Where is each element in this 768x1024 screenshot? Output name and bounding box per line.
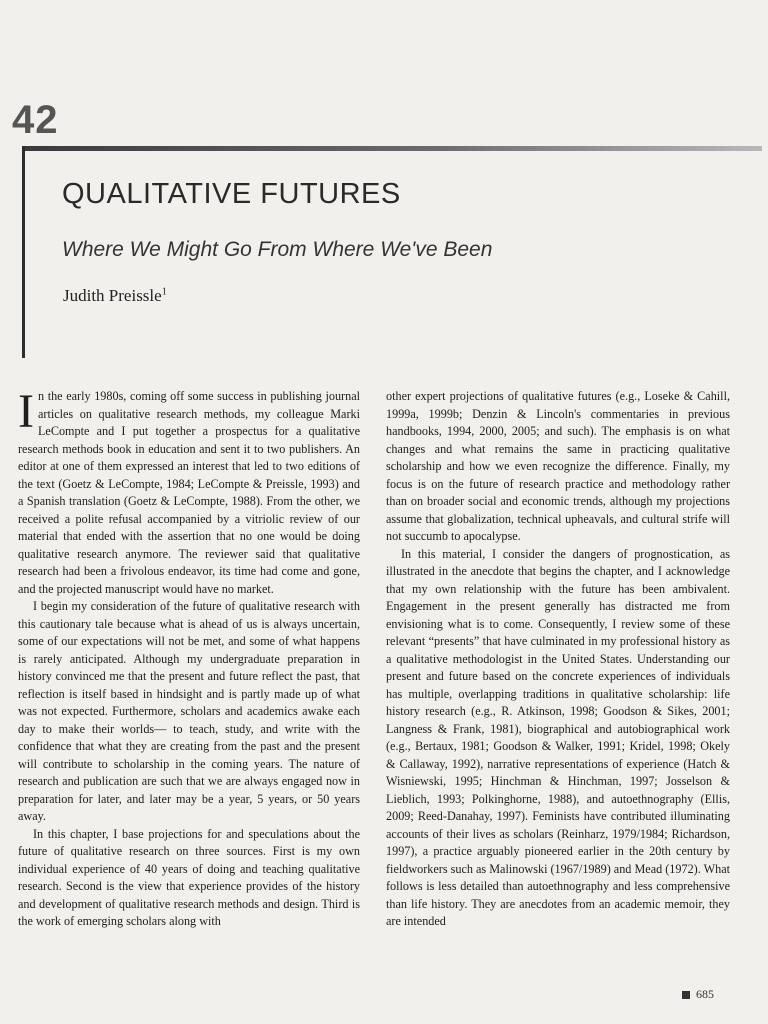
drop-cap: I [18, 385, 34, 438]
paragraph-5: In this material, I consider the dangers of prognostication, as illustrated in the anecdote that begins the chapter, and I acknowledge that my own relationship with the future has been ambivalent. Engagement in the present generally has distracted me from envisioning what is to come. Consequently, I review some of these relevant “presents” that have culminated in my professional history as a qualitative methodologist in the United States. Understanding our present and future based on the concrete experiences of individuals has multiple, overlapping traditions in qualitative scholarship: life history research (e.g., R. Atkinson, 1998; Goodson & Sikes, 2001; Langness & Frank, 1981), biographical and autobiographical work (e.g., Bertaux, 1981; Goodson & Walker, 1991; Kridel, 1998; Okely & Callaway, 1992), narrative representations of experience (Hatch & Wisniewski, 1995; Hinchman & Hinchman, 1997; Josselson & Lieblich, 1993; Polkinghorne, 1988), and autoethnography (Ellis, 2009; Reed-Danahay, 1997). Feminists have contributed illuminating accounts of their lives as scholars (Reinharz, 1979/1984; Richardson, 1997), a practice arguably pioneered earlier in the 20th century by fieldworkers such as Malinowski (1967/1989) and Mead (1972). What follows is less detailed than autoethnography and less comprehensive than life history. They are anecdotes from an academic memoir, they are intended [386, 546, 730, 928]
paragraph-4: other expert projections of qualitative futures (e.g., Loseke & Cahill, 1999a, 1999b; Denzin & Lincoln's commentaries in previous handbooks, 1994, 2000, 2005; and such). The emphasis is on what changes and what remains the same in practicing qualitative scholarship and how we even recognize the difference. Finally, my focus is on the future of research practice and methodology rather than on broader social and economic trends, although my projections assume that globalization, technical upheavals, and cultural strife will not succumb to apocalypse. [386, 389, 730, 543]
author-name [63, 286, 167, 306]
paragraph-1 [18, 385, 360, 598]
page-number: 685 [696, 987, 714, 1001]
paragraph-2: I begin my consideration of the future of qualitative research with this cautionary tale because what is ahead of us is always uncertain, some of our expectations will not be met, and some of what happens is rarely anticipated. Although my undergraduate preparation in history convinced me that the present and future reflect the past, that reflection is itself based in hindsight and is partly made up of what was not expected. Furthermore, scholars and academics awake each day to make their worlds— to teach, study, and write with the confidence that what they are creating from the past and the present will contribute to scholarship in the coming years. The nature of research and publication are such that we are always engaged now in preparation for later, and later may be a year, 5 years, or 50 years away. [18, 599, 360, 823]
header-rule-horizontal [22, 146, 762, 151]
chapter-title: QUALITATIVE FUTURES [62, 178, 401, 210]
header-rule-vertical [22, 146, 25, 358]
paragraph-3: In this chapter, I base projections for and speculations about the future of qualitative research on three sources. First is my own individual experience of 40 years of doing and teaching qualitative research. Second is the view that experience provides of the history and development of qualitative research methods and design. Third is the work of emerging scholars along with [18, 826, 360, 928]
author-name-text: Judith Preissle [63, 286, 162, 305]
chapter-number: 42 [12, 98, 59, 142]
page-marker-icon [682, 991, 690, 999]
left-column [18, 385, 360, 931]
right-column [386, 388, 730, 931]
page-footer [682, 987, 714, 1002]
paragraph-1-text: n the early 1980s, coming off some success in publishing journal articles on qualitative research methods, my colleague Marki LeCompte and I put together a prospectus for a qualitative research methods book in education and sent it to two publishers. An editor at one of them expressed an interest that led to two editions of the text (Goetz & LeCompte, 1984; LeCompte & Preissle, 1993) and a Spanish translation (Goetz & LeCompte, 1988). From the other, we received a polite refusal accompanied by a vitriolic review of our material that ended with the assertion that no one would be doing qualitative research anymore. The reviewer said that qualitative research had been a frivolous endeavor, its time had come and gone, and the projected manuscript would have no market. [18, 389, 360, 596]
chapter-subtitle: Where We Might Go From Where We've Been [62, 238, 493, 261]
author-footnote-marker: 1 [161, 286, 167, 298]
